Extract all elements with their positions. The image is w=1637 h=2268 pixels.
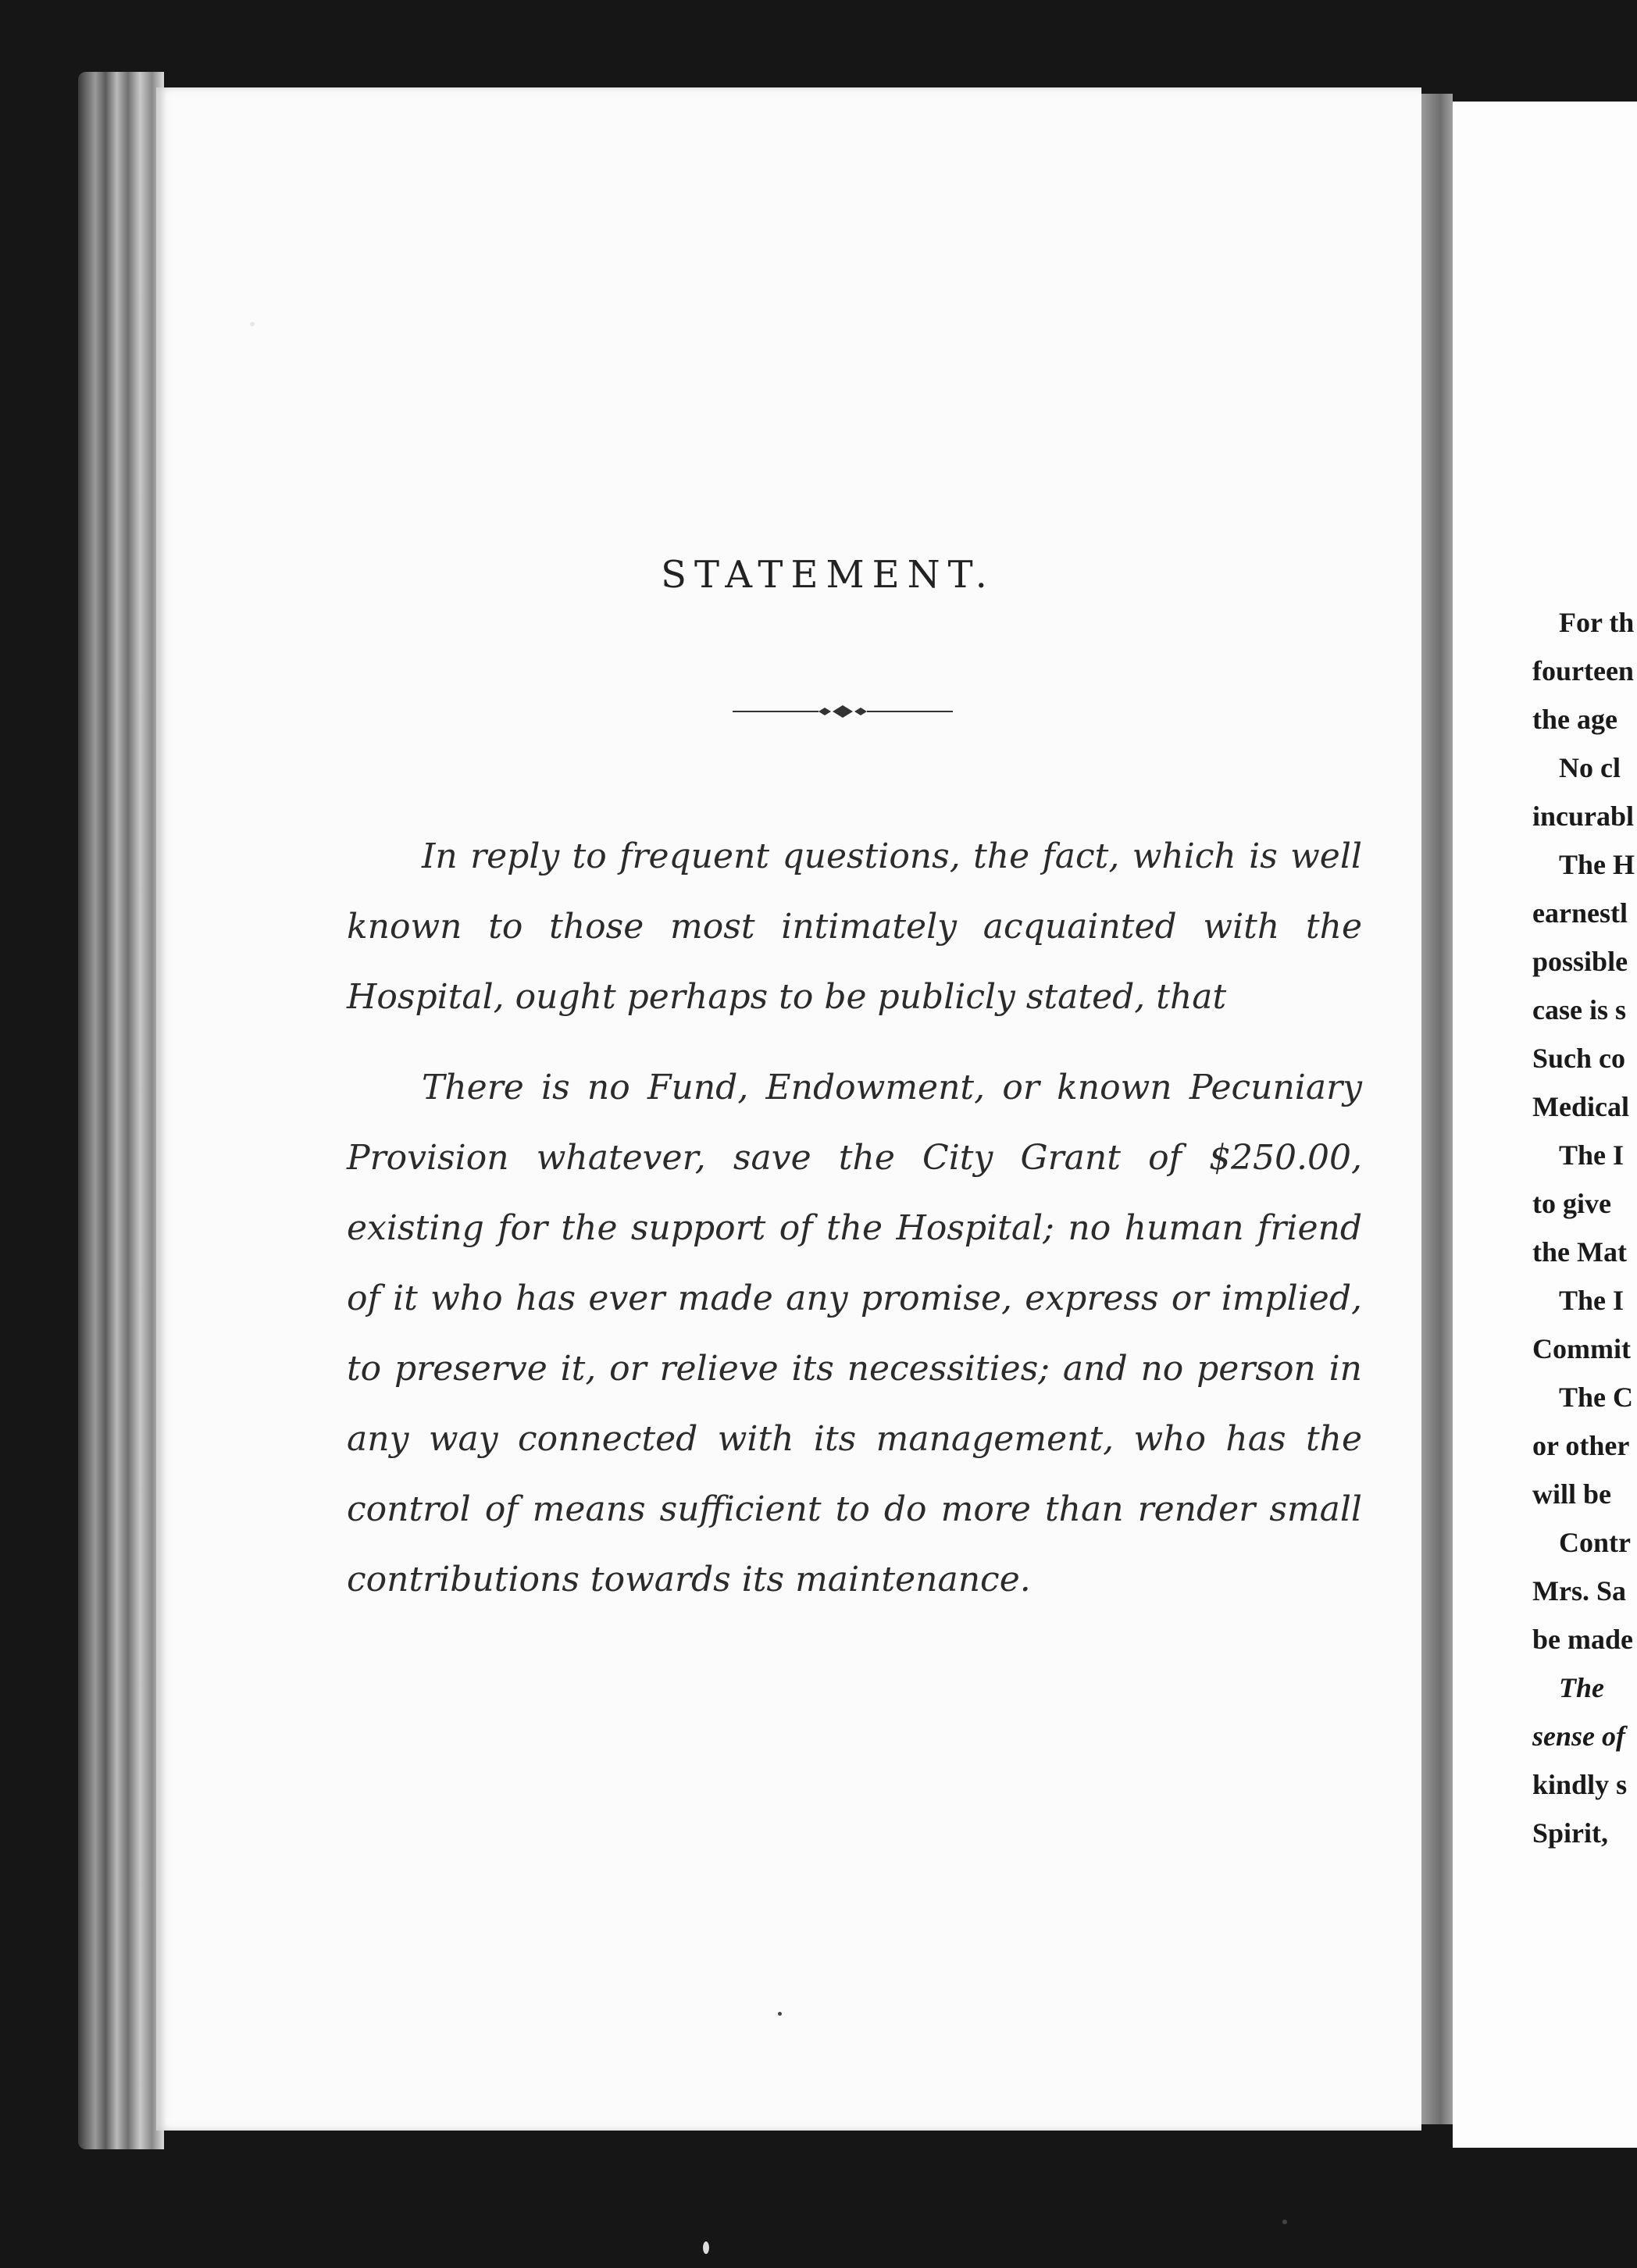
right-page-line: the age xyxy=(1532,704,1617,735)
statement-paragraph-1: In reply to frequent questions, the fact, which is well known to those most intimately acquainted with the Hospital, ought perhaps to be publicly stated, that xyxy=(347,836,1362,1017)
right-page-line: Mrs. Sa xyxy=(1532,1575,1626,1606)
right-page-line: to give xyxy=(1532,1188,1611,1219)
right-page-line: Commit xyxy=(1532,1333,1631,1364)
right-page-line: The H xyxy=(1559,849,1635,880)
right-page-line: The I xyxy=(1559,1285,1625,1316)
right-page-line: will be xyxy=(1532,1478,1612,1510)
right-page-line: sense of xyxy=(1532,1721,1625,1752)
book-gutter xyxy=(1421,94,1453,2124)
right-page-line: Spirit, xyxy=(1532,1817,1609,1849)
right-page-line: Such co xyxy=(1532,1043,1626,1074)
ornament-diamond-left xyxy=(818,708,831,715)
right-page-line: No cl xyxy=(1559,752,1621,783)
right-page-line: kindly s xyxy=(1532,1769,1628,1800)
right-page-line: Contr xyxy=(1559,1527,1631,1558)
right-page-line: For th xyxy=(1559,607,1635,638)
right-page-line: be made xyxy=(1532,1624,1633,1655)
right-page-line: The I xyxy=(1559,1139,1625,1171)
ornament-diamond-center xyxy=(833,705,853,718)
right-page-line: The xyxy=(1559,1672,1604,1703)
ornament-diamond-right xyxy=(854,708,867,715)
statement-paragraph-2: There is no Fund, Endowment, or known Pecuniary Provision whatever, save the City Grant of $250.00, existing for the support of the Hospital; no human friend of it who has ever made any promise, express or implied, to preserve it, or relieve its necessities; and no person in any way connected with its management, who has the control of means sufficient to do more than render small contributions towards its maintenance. xyxy=(347,1068,1362,1599)
book-page-edges xyxy=(78,72,164,2149)
ornament-divider xyxy=(733,700,953,723)
page-title: STATEMENT. xyxy=(661,553,995,597)
right-page-text xyxy=(1532,598,1637,1857)
print-dot xyxy=(778,2012,782,2016)
paper-speck xyxy=(250,322,255,326)
scan-dust xyxy=(703,2241,709,2254)
statement-body xyxy=(347,822,1362,1615)
right-page-line: case is s xyxy=(1532,994,1626,1025)
right-page-line: possible xyxy=(1532,946,1628,977)
scan-dust xyxy=(1282,2220,1287,2224)
right-page-line: Medical xyxy=(1532,1091,1629,1122)
right-page-line: earnestl xyxy=(1532,897,1628,929)
right-page-line: fourteen xyxy=(1532,655,1634,686)
right-page-line: The C xyxy=(1559,1382,1634,1413)
right-page-line: or other xyxy=(1532,1430,1630,1461)
right-page-line: the Mat xyxy=(1532,1236,1627,1268)
right-page-line: incurabl xyxy=(1532,801,1635,832)
